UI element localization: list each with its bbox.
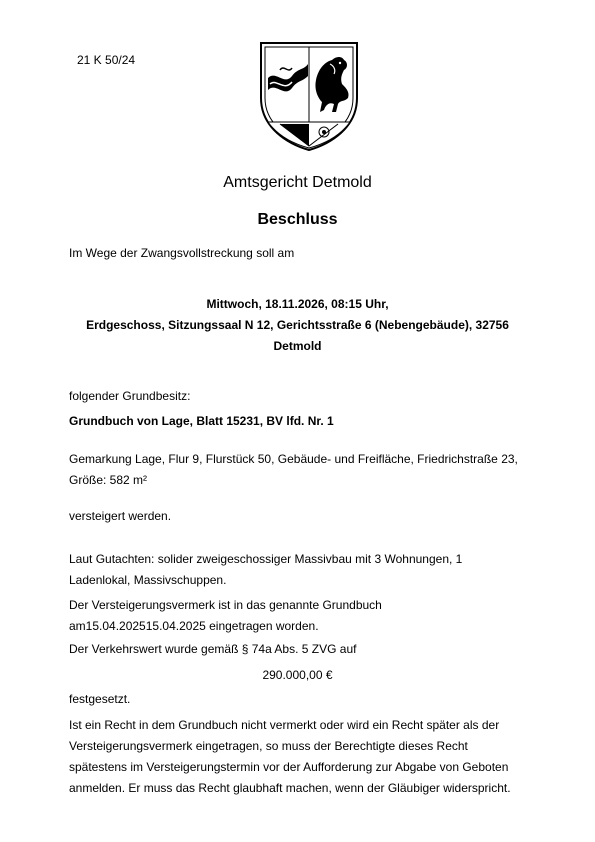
registration-text: [69, 595, 539, 637]
property-intro: folgender Grundbesitz:: [69, 389, 191, 403]
auctioned-text: versteigert werden.: [69, 509, 172, 523]
market-value: 290.000,00 €: [262, 668, 333, 682]
appraisal-line-2: Ladenlokal, Massivschuppen.: [69, 573, 227, 587]
market-value-intro: Der Verkehrswert wurde gemäß § 74a Abs. 5 ZVG auf: [69, 642, 357, 656]
appraisal-text: [69, 549, 539, 591]
notice-line-4: anmelden. Er muss das Recht glaubhaft machen, wenn der Gläubiger widerspricht.: [69, 781, 511, 795]
land-register: Grundbuch von Lage, Blatt 15231, BV lfd. Nr. 1: [69, 414, 334, 428]
appointment-location: Erdgeschoss, Sitzungssaal N 12, Gerichtsstraße 6 (Nebengebäude), 32756: [86, 318, 509, 332]
decision-title: Beschluss: [257, 211, 338, 228]
appointment-city: Detmold: [273, 339, 322, 353]
notice-line-3: spätestens im Versteigerungstermin vor der Aufforderung zur Abgabe von Geboten: [69, 760, 509, 774]
nrw-coat-of-arms-icon: [258, 40, 360, 152]
appointment-block: [60, 294, 535, 357]
court-name: Amtsgericht Detmold: [223, 174, 372, 191]
notice-line-1: Ist ein Recht in dem Grundbuch nicht vermerkt oder wird ein Recht später als der: [69, 718, 500, 732]
parcel-description: [69, 449, 539, 491]
appraisal-line-1: Laut Gutachten: solider zweigeschossiger Massivbau mit 3 Wohnungen, 1: [69, 552, 463, 566]
registration-line-2: am15.04.202515.04.2025 eingetragen worden.: [69, 619, 319, 633]
appointment-date: Mittwoch, 18.11.2026, 08:15 Uhr,: [206, 297, 389, 311]
file-number: 21 K 50/24: [77, 53, 136, 67]
parcel-line-2: Größe: 582 m²: [69, 473, 148, 487]
fixed-text: festgesetzt.: [69, 692, 131, 706]
legal-notice: [69, 715, 539, 799]
intro-text: Im Wege der Zwangsvollstreckung soll am: [69, 246, 295, 260]
registration-line-1: Der Versteigerungsvermerk ist in das genannte Grundbuch: [69, 598, 382, 612]
notice-line-2: Versteigerungsvermerk eingetragen, so muss der Berechtigte dieses Recht: [69, 739, 468, 753]
parcel-line-1: Gemarkung Lage, Flur 9, Flurstück 50, Gebäude- und Freifläche, Friedrichstraße 23,: [69, 452, 518, 466]
